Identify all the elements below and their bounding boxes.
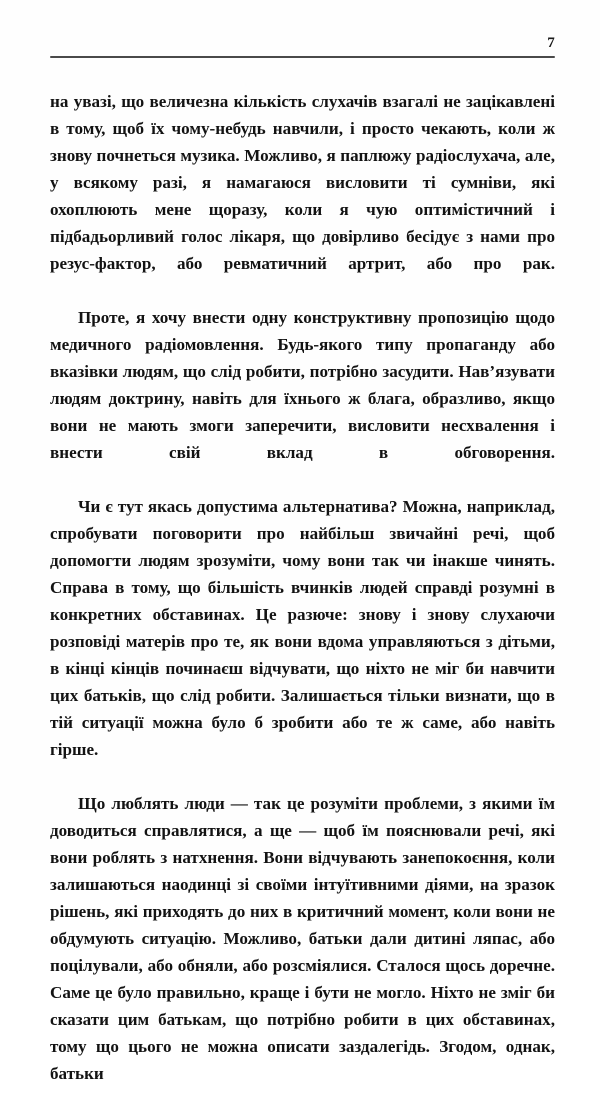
header-rule <box>50 56 555 58</box>
paragraph-2: Проте, я хочу внести одну конструктивну пропозицію щодо медичного радіомовлення. Будь-якого типу пропаганду або вказівки людям, що слід робити, потрібно засудити. Нав’язувати людям доктрину, навіть для їхнього ж блага, образливо, якщо вони не мають змоги заперечити, висловити несхвалення і внести свій вклад в обговорення. <box>50 308 555 462</box>
paragraph-1: на увазі, що величезна кількість слухачів взагалі не зацікавлені в тому, щоб їх чому-небудь навчили, і просто чекають, коли ж знову почнеться музика. Можливо, я паплюжу радіослухача, але, у всякому разі, я намагаюся висловити ті сумніви, які охоплюють мене щоразу, коли я чую оптимістичний і підбадьорливий голос лікаря, що довірливо бесідує з нами про резус-фактор, або ревматичний артрит, або про рак. <box>50 92 555 273</box>
paragraph-4: Що люблять люди — так це розуміти проблеми, з якими їм доводиться справлятися, а ще — щоб їм пояснювали речі, які вони роблять з натхнення. Вони відчувають занепокоєння, коли залишаються наодинці зі своїми інтуїтивними діями, на зразок рішень, які приходять до них в критичний момент, коли вони не обдумують ситуацію. Можливо, батьки дали дитині ляпас, або поцілували, або обняли, або розсміялися. Сталося щось доречне. Саме це було правильно, краще і бути не могло. Ніхто не зміг би сказати цим батькам, що потрібно робити в цих обставинах, тому що цього не можна описати заздалегідь. Згодом, однак, батьки <box>50 794 555 1083</box>
body-text-block <box>50 88 555 1114</box>
page-number: 7 <box>547 35 555 51</box>
paragraph-3: Чи є тут якась допустима альтернатива? Можна, наприклад, спробувати поговорити про найбільш звичайні речі, щоб допомогти людям зрозуміти, чому вони так чи інакше чинять. Справа в тому, що більшість вчинків людей справді розумні в конкретних обставинах. Це разюче: знову і знову слухаючи розповіді матерів про те, як вони вдома управляються з дітьми, в кінці кінців починаєш відчувати, що ніхто не міг би навчити цих батьків, що слід робити. Залишається тільки визнати, що в тій ситуації можна було б зробити або те ж саме, або навіть гірше. <box>50 497 555 759</box>
running-head <box>50 34 555 70</box>
